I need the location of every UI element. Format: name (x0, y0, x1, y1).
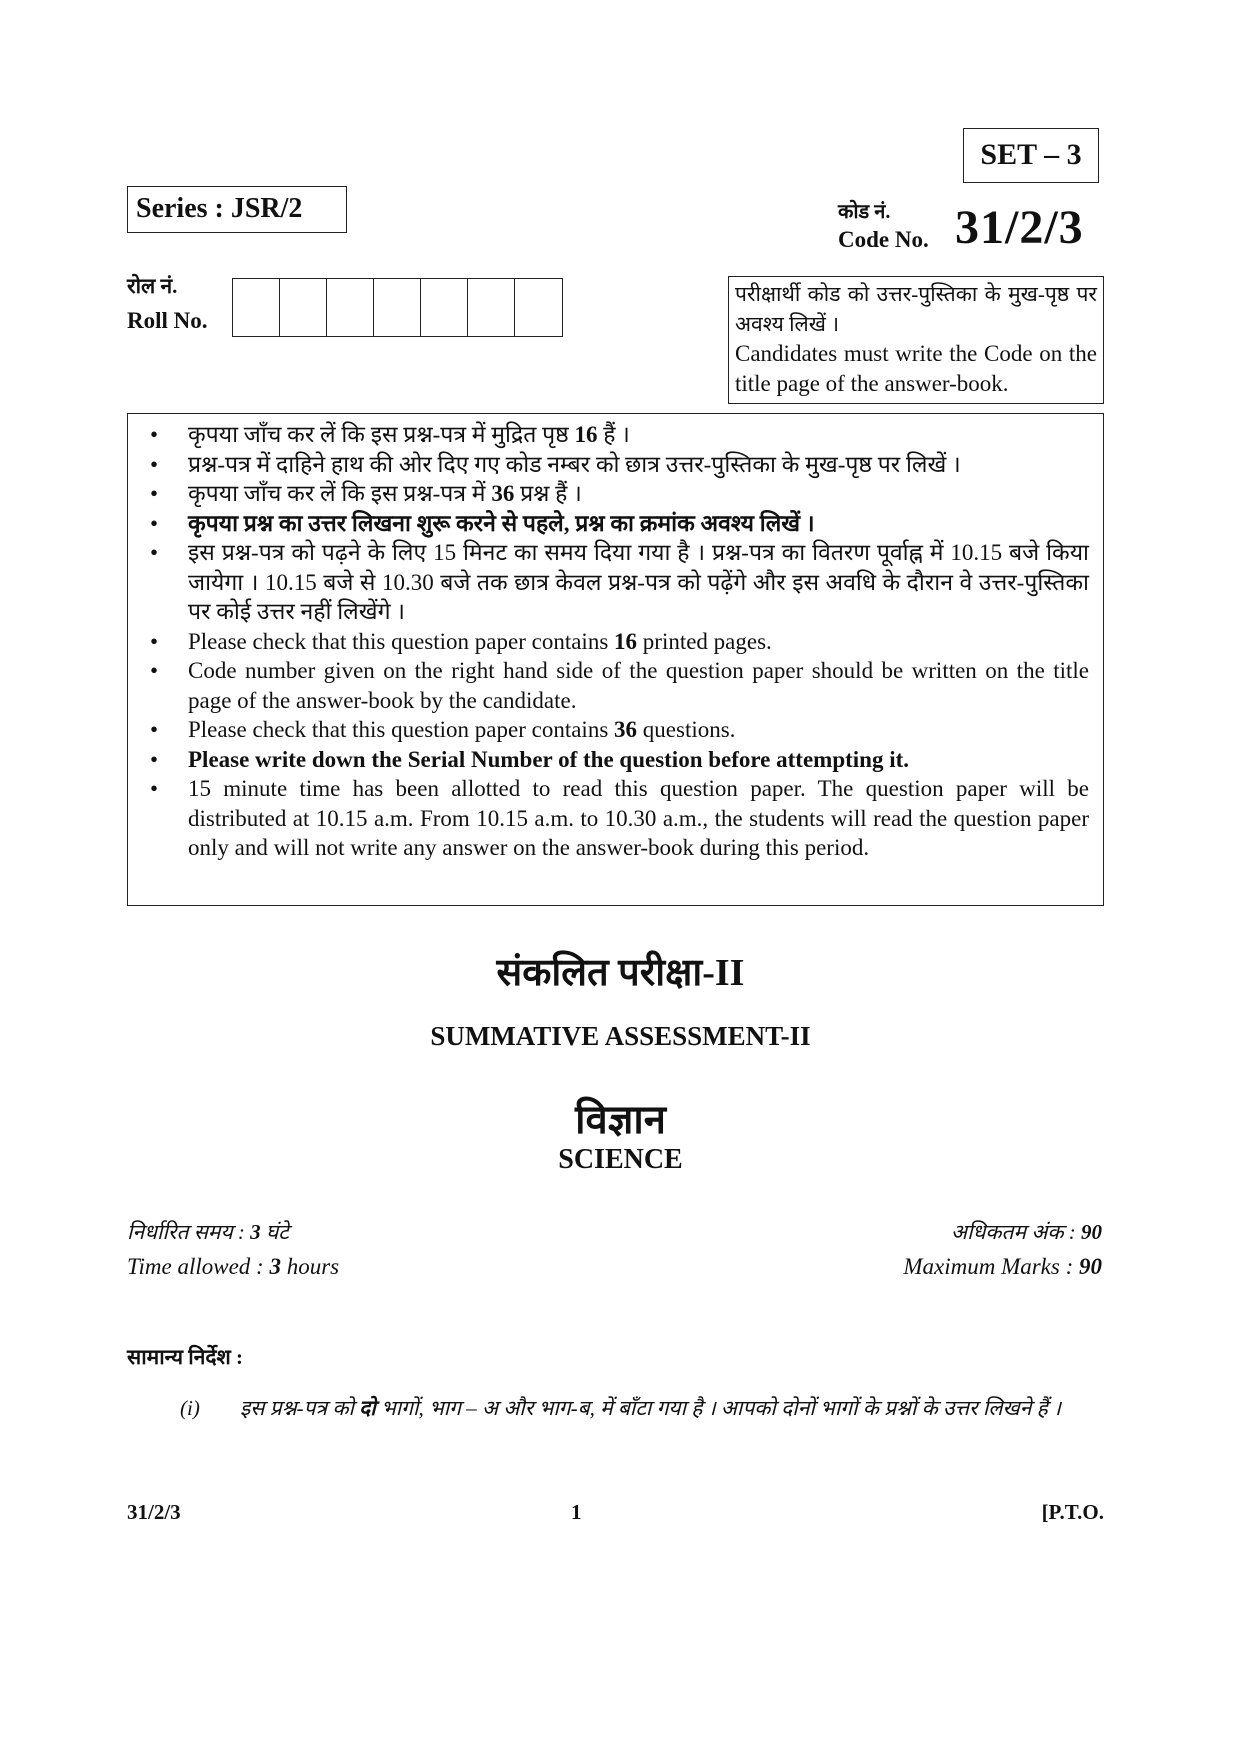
general-instructions-heading: सामान्य निर्देश : (127, 1345, 244, 1369)
instruction-item (128, 745, 1089, 775)
bullet: • (150, 658, 159, 683)
marks-label-hi: अधिकतम अंक : (951, 1220, 1081, 1244)
subject-title-hindi: विज्ञान (575, 1097, 666, 1142)
series-box: Series : JSR/2 (127, 186, 347, 233)
instruction-text-pre: 15 minute time has been allotted to read this question paper. The question paper will be distributed at 10.15 a.m. From 10.15 a.m. to 10.30 a.m., the students will read the question paper only and will not write any answer on the answer-book during this period. (188, 776, 1089, 860)
bullet: • (150, 776, 159, 801)
general-instruction-item (180, 1390, 1104, 1426)
item-text-bold: दो (359, 1396, 376, 1420)
instruction-text-pre: कृपया जाँच कर लें कि इस प्रश्न-पत्र में मुद्रित पृष्ठ (188, 422, 575, 447)
roll-number-cell[interactable] (374, 279, 421, 336)
roll-number-cell[interactable] (280, 279, 327, 336)
time-value-en: 3 (269, 1254, 281, 1279)
instruction-text-bold: Please write down the Serial Number of the question before attempting it. (188, 746, 910, 772)
instructions-list (128, 420, 1089, 863)
time-label-en: Time allowed : (127, 1254, 270, 1279)
instruction-text-post: हैं । (597, 422, 630, 447)
bullet: • (150, 451, 159, 477)
footer-code: 31/2/3 (127, 1500, 181, 1524)
instructions-box (127, 413, 1104, 906)
instruction-text-bold: 36 (614, 717, 638, 742)
item-text-pre: इस प्रश्न-पत्र को (240, 1396, 360, 1420)
item-number: (i) (180, 1396, 200, 1420)
marks-value-hi: 90 (1081, 1220, 1102, 1244)
instruction-item (128, 450, 1089, 480)
roll-number-cell[interactable] (515, 279, 562, 336)
bullet: • (150, 510, 159, 536)
code-number: 31/2/3 (955, 201, 1084, 254)
marks-value-en: 90 (1079, 1254, 1102, 1279)
exam-title-english: SUMMATIVE ASSESSMENT-II (430, 1021, 811, 1051)
time-allowed-hindi (127, 1218, 289, 1246)
instruction-text-pre: Code number given on the right hand side of the question paper should be written on the title page of the answer-book by the candidate. (188, 658, 1089, 713)
max-marks-english (903, 1254, 1102, 1280)
time-value-hi: 3 (250, 1220, 261, 1244)
time-unit-en: hours (280, 1254, 340, 1279)
code-label-english: Code No. (838, 227, 929, 252)
candidate-note-hindi: परीक्षार्थी कोड को उत्तर-पुस्तिका के मुख-पृष्ठ पर अवश्य लिखें । (735, 282, 1097, 336)
exam-title-hindi: संकलित परीक्षा-II (496, 952, 745, 994)
instruction-item (128, 656, 1089, 715)
instruction-text-pre: Please check that this question paper contains (188, 628, 615, 654)
instruction-text-bold: 16 (614, 628, 638, 654)
instruction-item (128, 627, 1089, 657)
roll-number-grid[interactable] (232, 278, 563, 337)
instruction-item (128, 509, 1089, 539)
instruction-item (128, 479, 1089, 509)
subject-title-english: SCIENCE (558, 1144, 683, 1175)
code-label-hindi: कोड नं. (838, 201, 891, 223)
instruction-item (128, 774, 1089, 863)
roll-number-cell[interactable] (233, 279, 280, 336)
instruction-text-post: questions. (637, 717, 736, 742)
max-marks-hindi (951, 1218, 1102, 1246)
please-turn-over: [P.T.O. (1041, 1500, 1104, 1524)
time-allowed-english (127, 1254, 339, 1280)
marks-label-en: Maximum Marks : (903, 1254, 1079, 1279)
bullet: • (150, 628, 159, 654)
roll-number-cell[interactable] (327, 279, 374, 336)
instruction-item (128, 715, 1089, 745)
instruction-text-pre: Please check that this question paper contains (188, 717, 615, 742)
page-number: 1 (571, 1500, 582, 1524)
bullet: • (150, 481, 159, 506)
candidate-code-note (728, 276, 1104, 404)
bullet: • (150, 746, 159, 772)
candidate-note-english: Candidates must write the Code on the title page of the answer-book. (735, 341, 1097, 396)
bullet: • (150, 540, 159, 565)
instruction-text-bold: 36 (491, 481, 515, 506)
roll-number-cell[interactable] (468, 279, 515, 336)
roll-label-english: Roll No. (127, 308, 208, 333)
item-text-post: भागों, भाग – अ और भाग-ब, में बाँटा गया है । आपको दोनों भागों के प्रश्नों के उत्तर लिखने हैं । (375, 1396, 1061, 1420)
instruction-text-bold: कृपया प्रश्न का उत्तर लिखना शुरू करने से पहले, प्रश्न का क्रमांक अवश्य लिखें । (188, 510, 815, 536)
instruction-text-post: प्रश्न हैं । (514, 481, 582, 506)
instruction-text-pre: प्रश्न-पत्र में दाहिने हाथ की ओर दिए गए कोड नम्बर को छात्र उत्तर-पुस्तिका के मुख-पृष्ठ पर लिखें । (188, 451, 961, 477)
time-label-hi: निर्धारित समय : (127, 1220, 251, 1244)
bullet: • (150, 422, 159, 447)
bullet: • (150, 717, 159, 742)
instruction-text-pre: इस प्रश्न-पत्र को पढ़ने के लिए 15 मिनट का समय दिया गया है । प्रश्न-पत्र का वितरण पूर्वाह्न में 10.15 बजे किया जायेगा । 10.15 बजे से 10.30 बजे तक छात्र केवल प्रश्न-पत्र को पढ़ेंगे और इस अवधि के दौरान वे उत्तर-पुस्तिका पर कोई उत्तर नहीं लिखेंगे । (188, 540, 1089, 624)
time-unit-hi: घंटे (260, 1220, 289, 1244)
item-text (240, 1390, 1104, 1426)
instruction-text-bold: 16 (574, 422, 598, 447)
instruction-item (128, 538, 1089, 627)
set-number-box: SET – 3 (963, 128, 1099, 183)
roll-number-cell[interactable] (421, 279, 468, 336)
instruction-item (128, 420, 1089, 450)
instruction-text-pre: कृपया जाँच कर लें कि इस प्रश्न-पत्र में (188, 481, 492, 506)
roll-label-hindi: रोल नं. (127, 274, 178, 298)
instruction-text-post: printed pages. (637, 628, 772, 654)
